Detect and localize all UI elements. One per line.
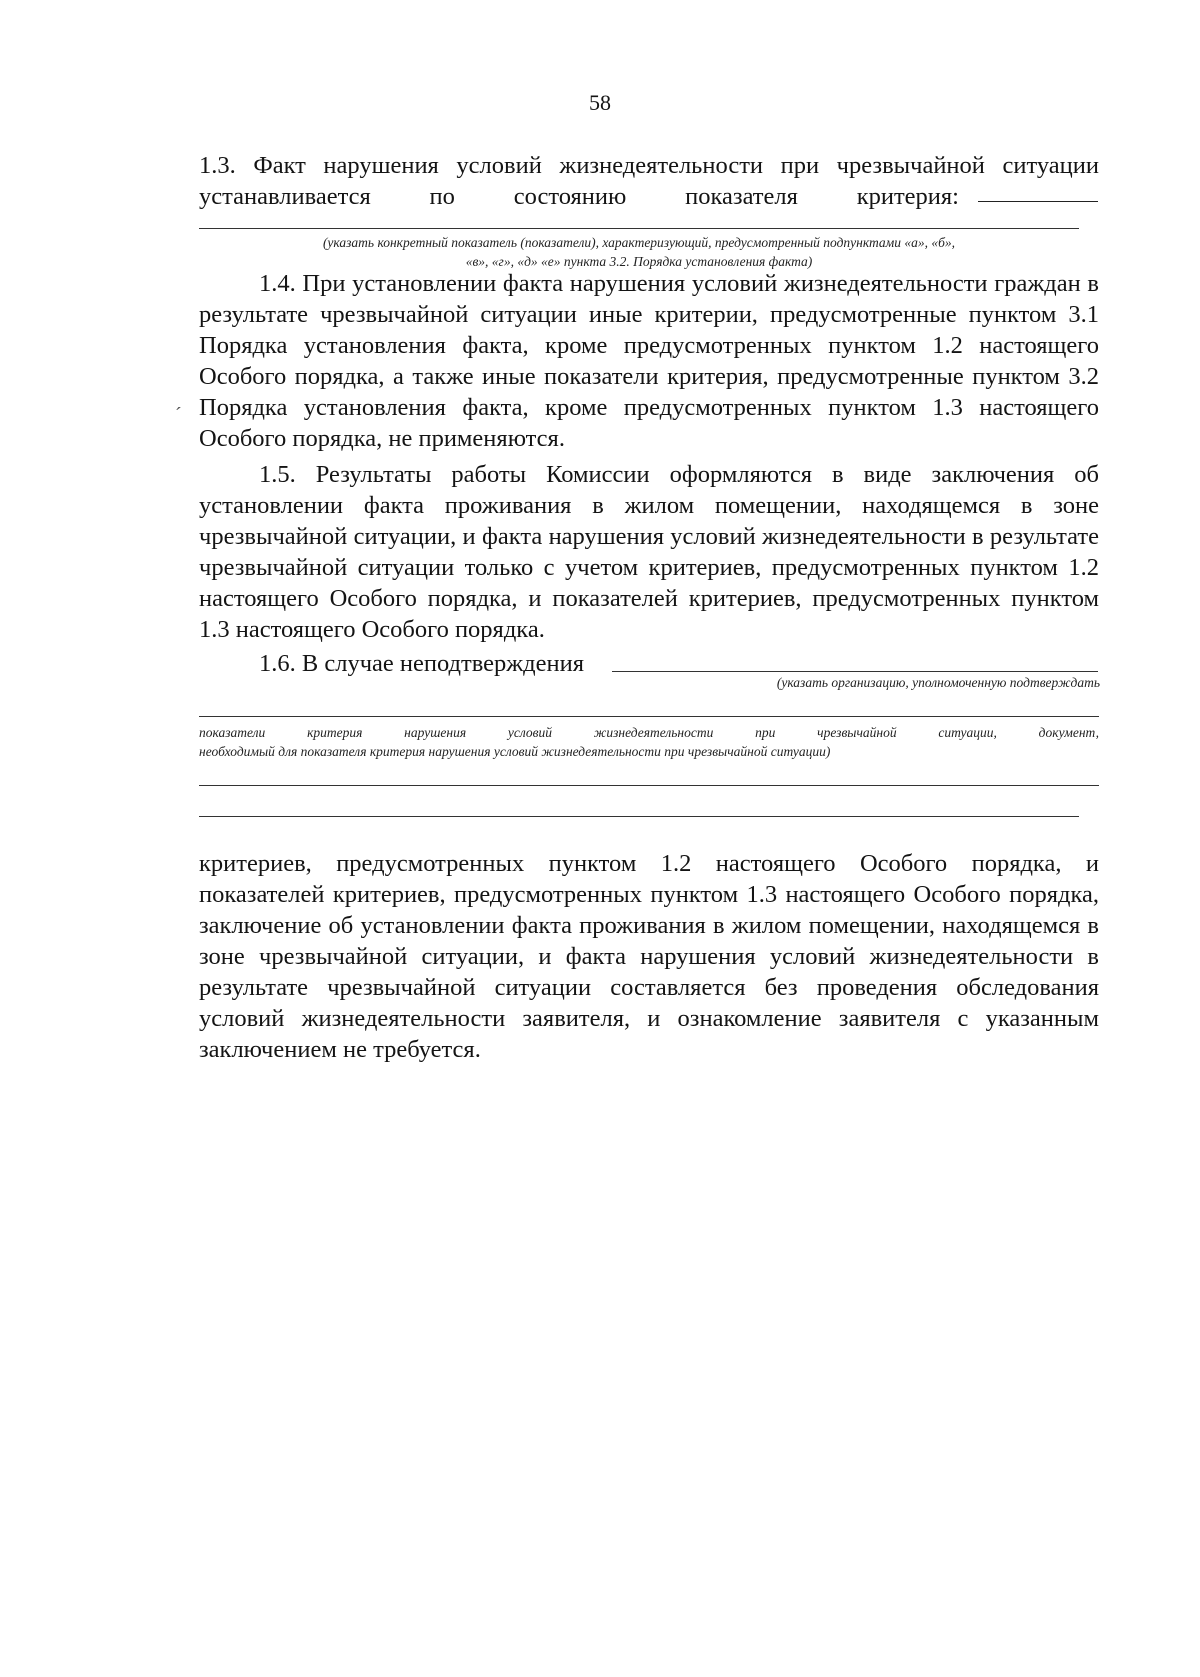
caption-note-1-6-line-1: показатели критерия нарушения условий жизнедеятельности при чрезвычайной ситуации, документ, <box>199 725 1099 740</box>
fill-in-line-4 <box>199 816 1079 817</box>
margin-mark: ˊ <box>175 404 182 426</box>
fill-in-line-3 <box>199 785 1099 786</box>
paragraph-1-3-line-1: 1.3. Факт нарушения условий жизнедеятельности при чрезвычайной ситуации <box>199 152 1099 179</box>
caption-note-1-3-line-1: (указать конкретный показатель (показатели), характеризующий, предусмотренный подпунктами «а», «б», <box>322 235 956 250</box>
fill-in-line-organization <box>612 671 1098 672</box>
paragraph-final: критериев, предусмотренных пунктом 1.2 настоящего Особого порядка, и показателей критериев, предусмотренных пунктом 1.3 настоящего Особого порядка, заключение об установлении факта проживания в жилом помещении, находящемся в зоне чрезвычайной ситуации, и факта нарушения условий жизнедеятельности в результате чрезвычайной ситуации составляется без проведения обследования условий жизнедеятельности заявителя, и ознакомление заявителя с указанным заключением не требуется. <box>199 850 1099 1063</box>
paragraph-1-5: 1.5. Результаты работы Комиссии оформляются в виде заключения об установлении факта проживания в жилом помещении, находящемся в зоне чрезвычайной ситуации, и факта нарушения условий жизнедеятельности в результате чрезвычайной ситуации только с учетом критериев, предусмотренных пунктом 1.2 настоящего Особого порядка, и показателей критериев, предусмотренных пунктом 1.3 настоящего Особого порядка. <box>199 461 1099 643</box>
paragraph-1-3-line-2: устанавливается по состоянию показателя критерия: <box>199 183 959 210</box>
page-number: 58 <box>589 90 611 115</box>
fill-in-line-2 <box>199 716 1099 717</box>
fill-in-line-criterion <box>199 228 1079 229</box>
paragraph-1-4: 1.4. При установлении факта нарушения условий жизнедеятельности граждан в результате чрезвычайной ситуации иные критерии, предусмотренные пунктом 3.1 Порядка установления факта, кроме предусмотренных пунктом 1.2 настоящего Особого порядка, а также иные показатели критерия, предусмотренные пунктом 3.2 Порядка установления факта, кроме предусмотренных пунктом 1.3 настоящего Особого порядка, не применяются. <box>199 270 1099 452</box>
fill-in-blank-criterion <box>978 183 1098 202</box>
caption-note-1-6-line-2: необходимый для показателя критерия нарушения условий жизнедеятельности при чрезвычайной ситуации) <box>199 744 831 759</box>
caption-note-organization: (указать организацию, уполномоченную подтверждать <box>776 675 1100 690</box>
paragraph-1-6-lead: 1.6. В случае неподтверждения <box>259 650 585 677</box>
caption-note-1-3-line-2: «в», «г», «д» «е» пункта 3.2. Порядка установления факта) <box>465 254 813 269</box>
